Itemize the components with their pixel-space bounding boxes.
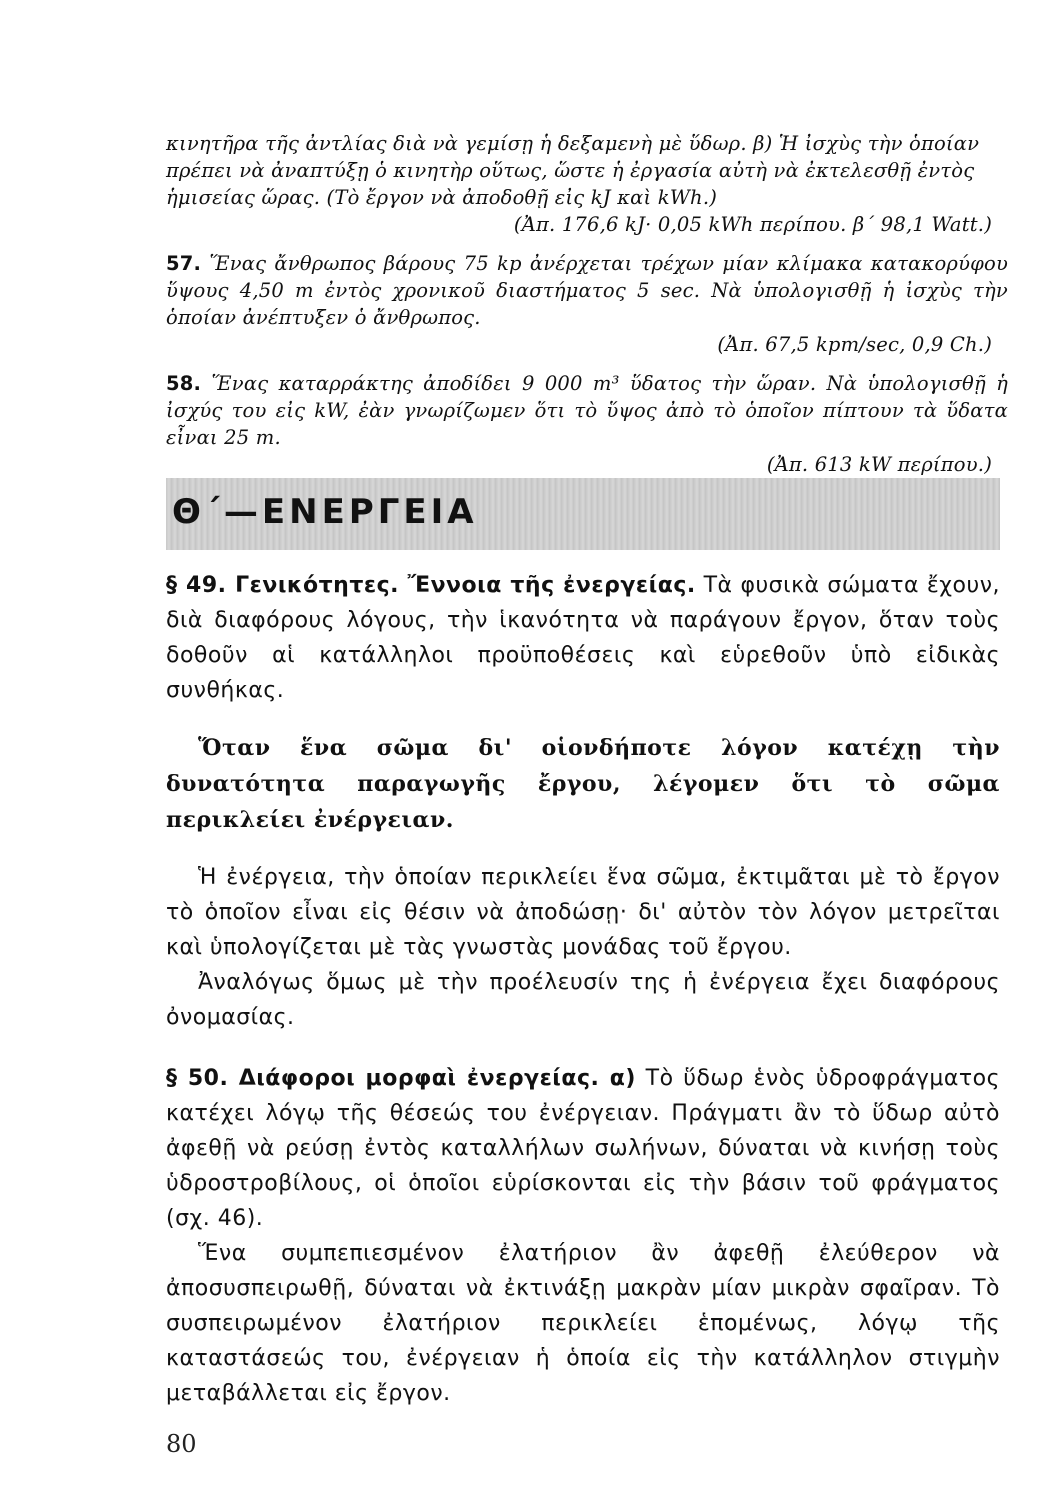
problem-57-text: Ἕνας ἄνθρωπος βάρους 75 kp ἀνέρχεται τρέχων μίαν κλίμακα κατακορύφου ὕψους 4,50 m ἐντὸς χρονικοῦ διαστήματος 5 sec. Νὰ ὑπολογισθῇ ἡ ἰσχὺς τὴν ὁποίαν ἀνέπτυξεν ὁ ἄνθρωπος. (166, 252, 1009, 329)
chapter-banner (166, 478, 1000, 550)
problem-57-number: 57. (166, 252, 202, 275)
problem-56-continuation-line-1: κινητῆρα τῆς ἀντλίας διὰ νὰ γεμίσῃ ἡ δεξαμενὴ μὲ ὕδωρ. β) Ἡ ἰσχὺς τὴν ὁποίαν (166, 132, 980, 155)
energy-definition: Ὅταν ἕνα σῶμα δι' οἱονδήποτε λόγον κατέχῃ τὴν δυνατότητα παραγωγῆς ἔργου, λέγομεν ὅτι τὸ σῶμα περικλείει ἐνέργειαν. (166, 735, 1000, 833)
problem-58 (166, 370, 1008, 451)
section-49-paragraph-3: Ἀναλόγως ὅμως μὲ τὴν προέλευσίν της ἡ ἐνέργεια ἔχει διαφόρους ὀνομασίας. (166, 970, 1000, 1030)
main-text (166, 568, 1000, 1411)
problem-56-continuation-line-3: ἡμισείας ὥρας. (Τὸ ἔργον νὰ ἀποδοθῇ εἰς kJ καὶ kWh.) (166, 186, 718, 209)
section-50-heading: § 50. Διάφοροι μορφαὶ ἐνεργείας. α) (166, 1066, 636, 1091)
chapter-title: Θ΄—ΕΝΕΡΓΕΙΑ (172, 492, 478, 532)
problem-56-answer: (Ἀπ. 176,6 kJ· 0,05 kWh περίπου. β΄ 98,1 Watt.) (513, 213, 992, 236)
section-49-paragraph-2: Ἡ ἐνέργεια, τὴν ὁποίαν περικλείει ἕνα σῶμα, ἐκτιμᾶται μὲ τὸ ἔργον τὸ ὁποῖον εἶναι εἰς θέσιν νὰ ἀποδώσῃ· δι' αὐτὸν τὸν λόγον μετρεῖται καὶ ὑπολογίζεται μὲ τὰς γνωστὰς μονάδας τοῦ ἔργου. (166, 865, 1000, 960)
section-50-paragraph-2: Ἕνα συμπεπιεσμένον ἐλατήριον ἂν ἀφεθῇ ἐλεύθερον νὰ ἀποσυσπειρωθῇ, δύναται νὰ ἐκτινάξῃ μακρὰν μίαν μικρὰν σφαῖραν. Τὸ συσπειρωμένον ἐλατήριον περικλείει ἑπομένως, λόγῳ τῆς καταστάσεώς του, ἐνέργειαν ἡ ὁποία εἰς τὴν κατάλληλον στιγμὴν μεταβάλλεται εἰς ἔργον. (166, 1241, 1000, 1406)
problem-58-answer: (Ἀπ. 613 kW περίπου.) (766, 453, 992, 476)
problem-57-answer: (Ἀπ. 67,5 kpm/sec, 0,9 Ch.) (717, 333, 992, 356)
section-50-intro (166, 1061, 1000, 1236)
section-50-text: Τὸ ὕδωρ ἑνὸς ὑδροφράγματος κατέχει λόγῳ τῆς θέσεώς του ἐνέργειαν. Πράγματι ἂν τὸ ὕδωρ αὐτὸ ἀφεθῇ νὰ ρεύσῃ ἐντὸς καταλλήλων σωλήνων, δύναται νὰ κινήσῃ τοὺς ὑδροστροβίλους, οἱ ὁποῖοι εὑρίσκονται εἰς τὴν βάσιν τοῦ φράγματος (σχ. 46). (166, 1066, 1000, 1231)
problem-57 (166, 250, 1008, 331)
section-49-intro (166, 568, 1000, 708)
problem-58-text: Ἕνας καταρράκτης ἀποδίδει 9 000 m³ ὕδατος τὴν ὥραν. Νὰ ὑπολογισθῇ ἡ ἰσχύς του εἰς kW, ἐὰν γνωρίζωμεν ὅτι τὸ ὕψος ἀπὸ τὸ ὁποῖον πίπτουν τὰ ὕδατα εἶναι 25 m. (166, 372, 1008, 449)
section-49-text: Τὰ φυσικὰ σώματα ἔχουν, διὰ διαφόρους λόγους, τὴν ἱκανότητα νὰ παράγουν ἔργον, ὅταν τοὺς δοθοῦν αἱ κατάλληλοι προϋποθέσεις καὶ εὑρεθοῦν ὑπὸ εἰδικὰς συνθήκας. (166, 573, 1000, 703)
problems-block (166, 130, 1008, 478)
section-49-heading: § 49. Γενικότητες. Ἔννοια τῆς ἐνεργείας. (166, 573, 696, 598)
problem-58-number: 58. (166, 372, 202, 395)
problem-56-continuation-line-2: πρέπει νὰ ἀναπτύξῃ ὁ κινητὴρ οὕτως, ὥστε ἡ ἐργασία αὐτὴ νὰ ἐκτελεσθῇ ἐντὸς (166, 159, 975, 182)
page-number: 80 (166, 1430, 197, 1458)
